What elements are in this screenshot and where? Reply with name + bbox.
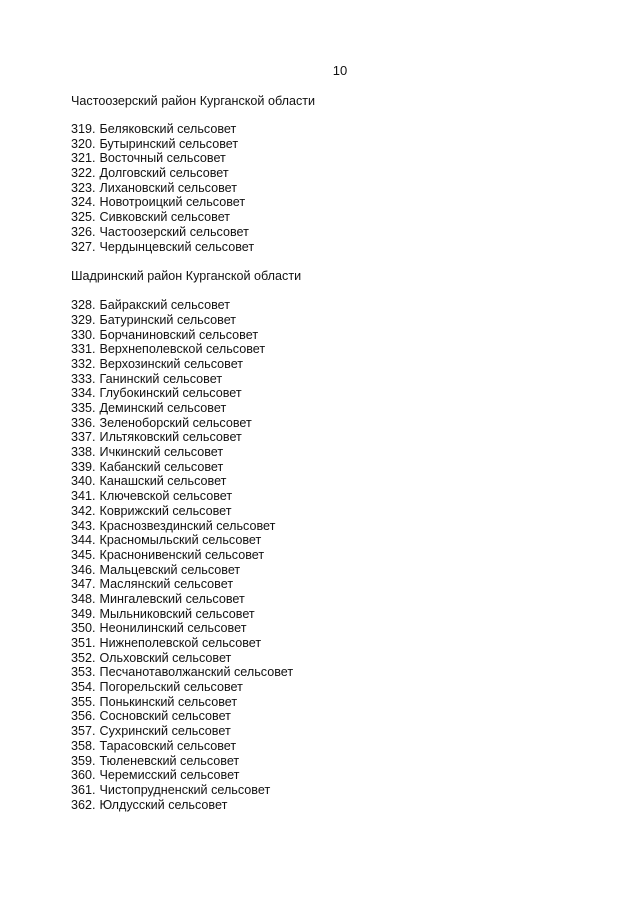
item-name: Глубокинский сельсовет	[99, 386, 242, 401]
district-section-shadrinsky	[71, 268, 591, 812]
item-number: 349.	[71, 606, 96, 621]
item-name: Погорельский сельсовет	[99, 680, 243, 695]
item-name: Батуринский сельсовет	[99, 312, 237, 327]
item-name: Чердынцевский сельсовет	[99, 239, 255, 254]
list-item	[71, 504, 591, 519]
item-name: Ольховский сельсовет	[99, 650, 232, 665]
item-number: 333.	[71, 371, 96, 386]
item-name: Юлдусский сельсовет	[99, 797, 228, 812]
district-heading: Частоозерский район Курганской области	[71, 94, 316, 108]
list-item	[71, 636, 591, 651]
list-item	[71, 768, 591, 783]
selsovet-list	[71, 298, 591, 812]
item-name: Песчанотаволжанский сельсовет	[99, 665, 294, 680]
item-number: 327.	[71, 239, 96, 254]
list-item	[71, 548, 591, 563]
item-number: 323.	[71, 180, 96, 195]
item-name: Сивковский сельсовет	[99, 210, 231, 225]
item-number: 359.	[71, 753, 96, 768]
item-name: Мингалевский сельсовет	[99, 591, 245, 606]
list-item	[71, 724, 591, 739]
list-item	[71, 680, 591, 695]
item-name: Борчаниновский сельсовет	[99, 327, 259, 342]
item-number: 326.	[71, 224, 96, 239]
list-item	[71, 739, 591, 754]
item-number: 319.	[71, 122, 96, 136]
item-name: Тюленевский сельсовет	[99, 753, 240, 768]
list-item	[71, 460, 591, 475]
item-number: 345.	[71, 547, 96, 562]
item-number: 360.	[71, 768, 96, 783]
list-item	[71, 342, 591, 357]
item-name: Новотроицкий сельсовет	[99, 195, 246, 210]
list-item	[71, 533, 591, 548]
item-name: Тарасовский сельсовет	[99, 738, 237, 753]
item-number: 322.	[71, 166, 96, 181]
list-item	[71, 519, 591, 534]
list-item	[71, 210, 591, 225]
item-number: 336.	[71, 415, 96, 430]
list-item	[71, 328, 591, 343]
item-number: 352.	[71, 650, 96, 665]
item-number: 320.	[71, 136, 96, 151]
list-item	[71, 166, 591, 181]
item-number: 361.	[71, 782, 96, 797]
item-name: Маслянский сельсовет	[99, 577, 234, 592]
item-name: Ключевской сельсовет	[99, 489, 233, 504]
item-number: 335.	[71, 401, 96, 415]
list-item	[71, 357, 591, 372]
item-name: Бутыринский сельсовет	[99, 136, 239, 151]
list-item	[71, 651, 591, 666]
item-number: 332.	[71, 356, 96, 371]
item-number: 354.	[71, 680, 96, 695]
list-item	[71, 313, 591, 328]
list-item	[71, 372, 591, 387]
list-item	[71, 298, 591, 313]
item-name: Неонилинский сельсовет	[99, 621, 247, 636]
item-number: 341.	[71, 489, 96, 504]
item-name: Беляковский сельсовет	[99, 122, 237, 136]
district-section-chastoozersky	[71, 93, 591, 254]
item-name: Лихановский сельсовет	[99, 180, 237, 195]
selsovet-list	[71, 122, 591, 254]
list-item	[71, 122, 591, 137]
list-item	[71, 621, 591, 636]
item-name: Восточный сельсовет	[99, 151, 226, 166]
item-name: Сухринский сельсовет	[99, 724, 231, 739]
list-item	[71, 137, 591, 152]
item-number: 334.	[71, 386, 96, 401]
list-item	[71, 430, 591, 445]
item-name: Долговский сельсовет	[99, 166, 229, 181]
list-item	[71, 695, 591, 710]
item-number: 348.	[71, 591, 96, 606]
page-number: 10	[332, 63, 348, 78]
item-name: Канашский сельсовет	[99, 474, 227, 489]
list-item	[71, 665, 591, 680]
item-name: Ганинский сельсовет	[99, 371, 223, 386]
item-name: Сосновский сельсовет	[99, 709, 231, 724]
item-number: 337.	[71, 430, 96, 445]
item-name: Нижнеполевской сельсовет	[99, 636, 262, 650]
list-item	[71, 151, 591, 166]
list-item	[71, 195, 591, 210]
item-name: Краснозвездинский сельсовет	[99, 518, 276, 533]
item-name: Понькинский сельсовет	[99, 694, 238, 709]
item-number: 329.	[71, 312, 96, 327]
list-item	[71, 445, 591, 460]
item-number: 330.	[71, 327, 96, 342]
list-item	[71, 489, 591, 504]
item-name: Верхозинский сельсовет	[99, 356, 244, 371]
item-name: Частоозерский сельсовет	[99, 224, 249, 239]
item-number: 344.	[71, 533, 96, 548]
item-name: Кабанский сельсовет	[99, 459, 224, 474]
item-number: 339.	[71, 459, 96, 474]
item-number: 342.	[71, 503, 96, 518]
list-item	[71, 577, 591, 592]
item-name: Зеленоборский сельсовет	[99, 415, 252, 430]
item-number: 343.	[71, 518, 96, 533]
item-number: 357.	[71, 724, 96, 739]
list-item	[71, 225, 591, 240]
list-item	[71, 607, 591, 622]
item-number: 358.	[71, 738, 96, 753]
item-name: Мальцевский сельсовет	[99, 562, 241, 577]
item-number: 356.	[71, 709, 96, 724]
item-number: 321.	[71, 151, 96, 166]
item-name: Верхнеполевской сельсовет	[99, 342, 266, 357]
item-name: Чистопрудненский сельсовет	[99, 782, 271, 797]
item-number: 346.	[71, 562, 96, 577]
item-name: Деминский сельсовет	[99, 401, 227, 415]
item-name: Краснонивенский сельсовет	[99, 547, 265, 562]
list-item	[71, 798, 591, 813]
item-number: 331.	[71, 342, 96, 357]
list-item	[71, 592, 591, 607]
item-number: 328.	[71, 298, 96, 313]
item-number: 353.	[71, 665, 96, 680]
item-number: 351.	[71, 636, 96, 650]
list-item	[71, 416, 591, 431]
list-item	[71, 240, 591, 255]
item-number: 347.	[71, 577, 96, 592]
list-item	[71, 401, 591, 416]
item-name: Ичкинский сельсовет	[99, 445, 224, 460]
item-number: 324.	[71, 195, 96, 210]
item-name: Байракский сельсовет	[99, 298, 230, 313]
item-name: Ильтяковский сельсовет	[99, 430, 242, 445]
list-item	[71, 783, 591, 798]
item-number: 362.	[71, 797, 96, 812]
list-item	[71, 709, 591, 724]
list-item	[71, 474, 591, 489]
list-item	[71, 754, 591, 769]
district-heading: Шадринский район Курганской области	[71, 269, 302, 284]
item-number: 355.	[71, 694, 96, 709]
item-number: 350.	[71, 621, 96, 636]
item-number: 325.	[71, 210, 96, 225]
list-item	[71, 386, 591, 401]
document-body	[71, 93, 591, 812]
list-item	[71, 181, 591, 196]
list-item	[71, 563, 591, 578]
item-name: Коврижский сельсовет	[99, 503, 232, 518]
item-number: 338.	[71, 445, 96, 460]
item-name: Мыльниковский сельсовет	[99, 606, 255, 621]
item-name: Красномыльский сельсовет	[99, 533, 262, 548]
item-number: 340.	[71, 474, 96, 489]
item-name: Черемисский сельсовет	[99, 768, 240, 783]
